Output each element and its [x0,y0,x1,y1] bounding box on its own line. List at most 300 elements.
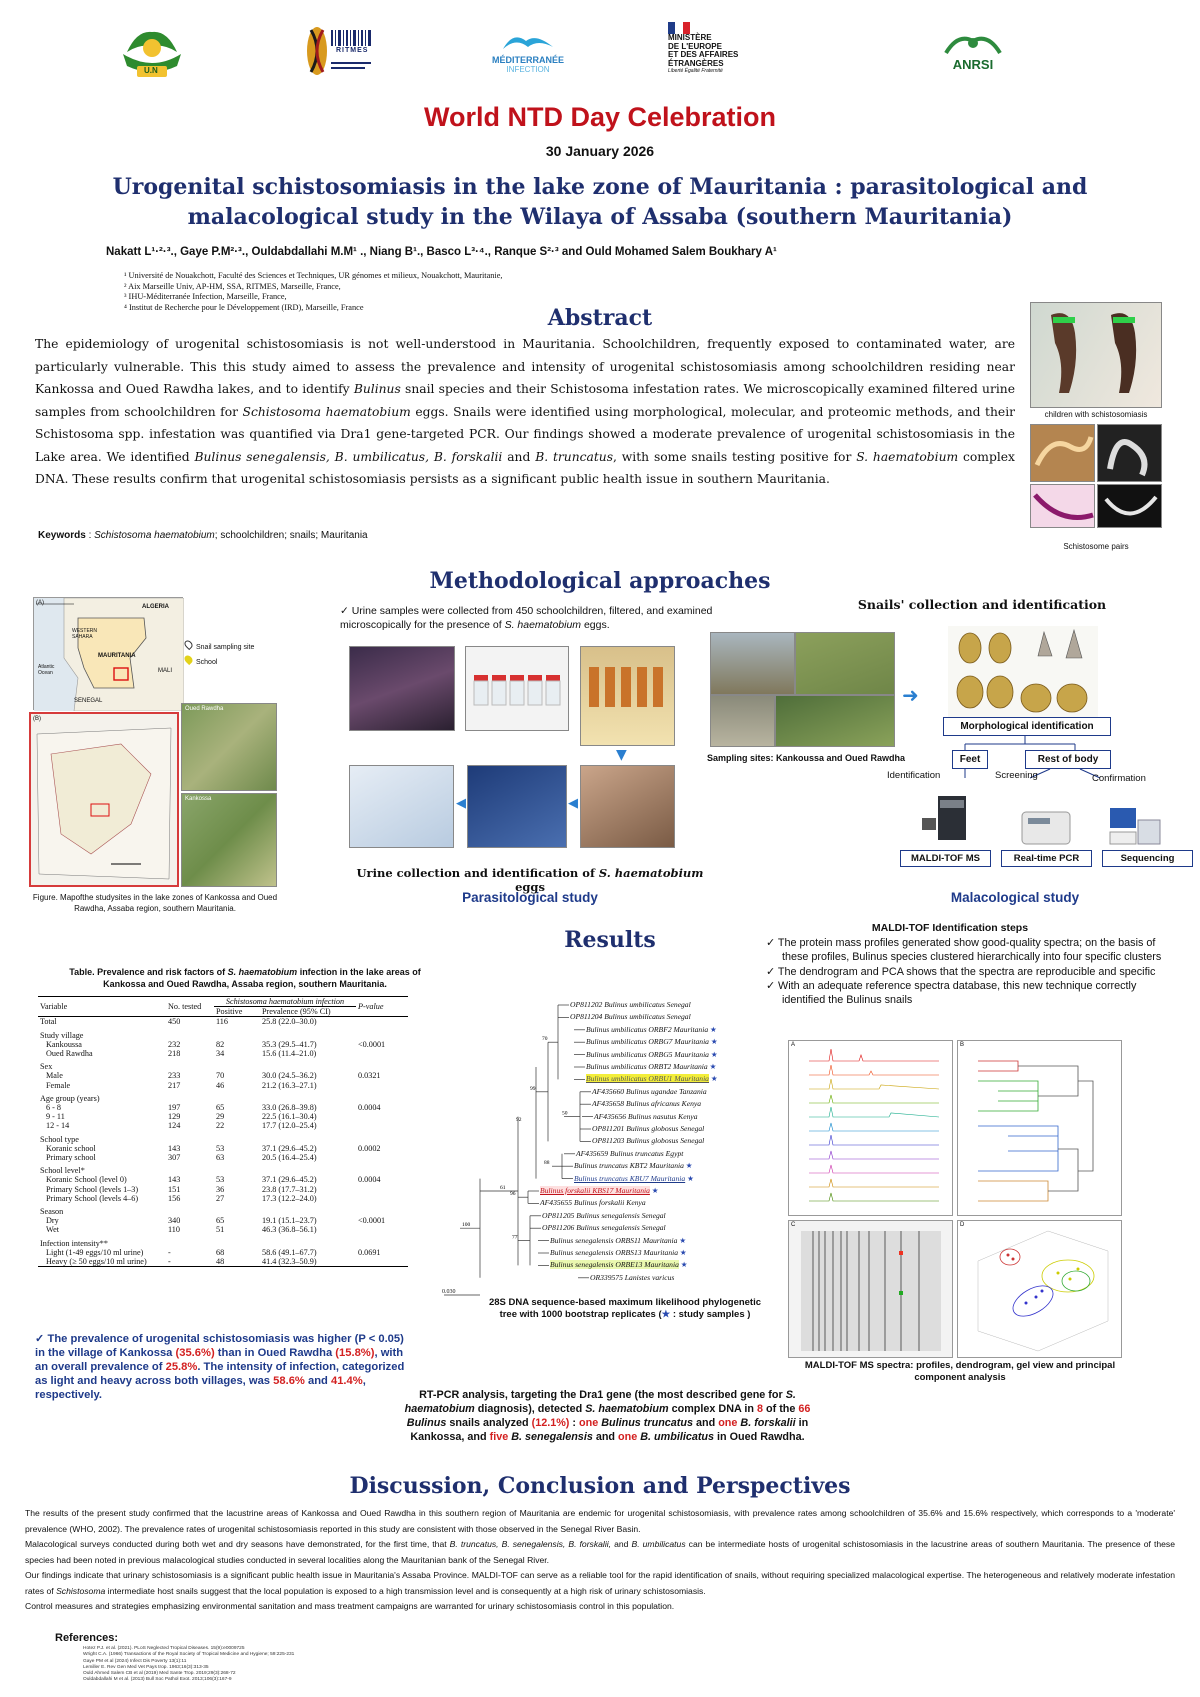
parasitological-label: Parasitological study [462,890,598,905]
tree-caption: 28S DNA sequence-based maximum likelihood phylogenetic tree with 1000 bootstrap replicates (★ : study samples ) [488,1297,762,1320]
tree-leaf: OP811204 Bulinus umbilicatus Senegal [570,1012,691,1022]
table-cell: 48 [214,1257,260,1267]
real-time-pcr-box: Real-time PCR [1001,850,1092,867]
bootstrap-label: 100 [462,1222,471,1229]
map-label-a: (A) [36,600,44,606]
table-cell: 29 [216,1112,225,1122]
discussion-paragraph-3: Our findings indicate that urinary schistosomiasis is a significant public health issue in Mauritania's Assaba Province. MALDI-TOF can serve as a reliable tool for the rapid identification of snails, without requiring specialized malacological expertise. The heterogeneous and relatively moderate infestation rates of Schistosoma intermediate host snails suggest that the local population is exposed to a high transmission level and is consequently at a high risk of urinary schistosomiasis. [25,1570,1175,1596]
tree-leaf: Bulinus forskalii KBS17 Mauritania ★ [540,1186,659,1195]
tree-leaf: AF435655 Bulinus forskalii Kenya [540,1198,646,1208]
ministere-line-4: ÉTRANGÈRES [668,58,724,68]
sampling-caption: Sampling sites: Kankoussa and Oued Rawdha [706,753,906,763]
study-sample-star-icon: ★ [708,1074,718,1084]
col-tested: No. tested [166,997,214,1017]
table-cell: 116 [216,1017,228,1027]
rest-of-body-box: Rest of body [1025,750,1111,769]
table-cell: 129 [168,1112,181,1122]
table-cell: 0.0691 [358,1247,381,1257]
table-cell: 23.8 (17.7–31.2) [262,1184,317,1194]
table-cell: 46.3 (36.8–56.1) [262,1225,317,1235]
tree-leaf: AF435656 Bulinus nasutus Kenya [594,1111,698,1121]
table-cell [214,1090,260,1103]
study-sample-star-icon: ★ [649,1186,659,1195]
table-row [38,1185,408,1194]
map-label-mali: MALI [158,668,173,674]
bootstrap-label: 50 [562,1110,568,1117]
region-map [29,712,179,887]
table-row [38,1121,408,1130]
reference-item: Wright C.A. (1966) Transactions of the Royal Society of Tropical Medicine and Hygiene; 59:225-231 [83,1652,295,1658]
reference-item: Hotez P.J. et al. (2021). PLoS Neglected Tropical Diseases. 15(9):e0009725 [83,1646,245,1651]
table-cell: Female [46,1080,71,1090]
table-cell [356,1027,408,1040]
table-cell [356,1090,408,1103]
study-sample-star-icon: ★ [678,1260,688,1270]
table-group-row [38,1131,408,1144]
table-cell [260,1090,356,1103]
table-row [38,1112,408,1121]
ministere-logo [668,22,778,80]
tree-leaf: OR339575 Lanistes varicus [590,1272,675,1282]
table-cell [356,1058,408,1071]
mediterranee-logo-text: MÉDITERRANÉE [491,54,564,65]
panel-c-label: C [791,1222,796,1228]
table-cell: 82 [216,1039,225,1049]
table-cell [356,1081,408,1090]
paper-title-line-2: malacological study in the Wilaya of Assaba (southern Mauritania) [187,204,1013,230]
abstract-text: The epidemiology of urogenital schistosomiasis is not well-understood in Mauritania. Schoolchildren, frequently exposed to contaminated water, are particularly vulnerable. This this study aimed to assess the prevalence and intensity of urogenital schistosomiasis among schoolchildren residing near Kankossa and Oued Rawdha lakes, and to identify Bulinus snail species and their Schistosoma infestation rates. We microscopically examined filtered urine samples from schoolchildren for Schistosoma haematobium eggs. Snails were identified using morphological, molecular, and proteomic methods, and their Schistosoma spp. infestation was quantified via Dra1 gene-targeted PCR. Our findings showed a moderate prevalence of urogenital schistosomiasis in the Lake area. We identified Bulinus senegalensis, B. umbilicatus, B. forskalii and B. truncatus, with some snails testing positive for S. haematobium complex DNA. These results confirm that urogenital schistosomiasis persists as a significant public health issue in southern Mauritania. [35,337,1016,486]
maldi-gel-panel [788,1220,953,1358]
affiliation: ³ IHU-Méditerranée Infection, Marseille, France, [124,292,287,301]
table-cell [356,1203,408,1216]
table-row [38,1017,408,1027]
photo-site-2 [795,632,895,695]
table-cell: <0.0001 [358,1039,386,1049]
tree-leaf: Bulinus truncatus KBT2 Mauritania ★ [574,1161,693,1171]
table-cell: 233 [168,1071,181,1081]
panel-a-label: A [791,1042,796,1048]
table-cell: 217 [168,1080,181,1090]
map-label-senegal: SENEGAL [74,698,103,704]
table-cell [356,1131,408,1144]
discussion-paragraph-4: Control measures and strategies emphasizing environmental sanitation and mass treatment campaigns are warranted for urinary schistosomiasis control in this population. [25,1601,675,1611]
paper-title-line-1: Urogenital schistosomiasis in the lake zone of Mauritania : parasitological and [112,174,1088,200]
maldi-point: ✓ With an adequate reference spectra database, this new technique correctly identified the Bulinus snails [766,979,1166,1008]
discussion-paragraph-1: The results of the present study confirmed that the lacustrine areas of Kankossa and Oued Rawdha in this southern region of Mauritania are endemic for urogenital schistosomiasis, with prevalence rates among schoolchildren of 35.6% and 15.6% respectively, which corresponds to a 'moderate' prevalence (WHO, 2002). The prevalence rates of urogenital schistosomiasis reported in this study are consistent with those observed in the Senegal River Basin. [25,1508,1175,1534]
results-table-wrap [38,996,408,1267]
photo-filtration [467,765,567,848]
table-cell: Male [46,1071,63,1081]
morphological-box: Morphological identification [943,717,1111,736]
table-cell: 6 - 8 [46,1103,62,1113]
table-cell [356,1257,408,1267]
table-cell [356,1162,408,1175]
mediterranee-logo-sub: INFECTION [506,64,550,74]
un-logo-text: U.N [144,66,158,75]
country-map [33,597,183,710]
map-label-mauritania: MAURITANIA [98,653,136,659]
table-cell: Season [40,1207,64,1217]
bootstrap-label: 99 [530,1085,536,1092]
table-cell [214,1203,260,1216]
discussion-heading: Discussion, Conclusion and Perspectives [349,1473,851,1499]
phylogenetic-tree [440,995,760,1300]
table-cell: 41.4 (32.3–50.9) [260,1257,356,1267]
table-cell [166,1131,214,1144]
confirmation-label: Confirmation [1092,773,1146,784]
table-group-row [38,1162,408,1175]
urine-caption: Urine collection and identification of S. haematobium eggs [356,866,704,894]
table-row [38,1153,408,1162]
table-cell: 70 [216,1071,225,1081]
schistosome-photo-1 [1030,424,1095,482]
table-cell [214,1131,260,1144]
ministere-motto: Liberté Égalité Fraternité [668,68,723,74]
table-cell [356,1225,408,1234]
pcr-instrument-icon [1016,802,1076,848]
methods-heading: Methodological approaches [429,568,771,594]
table-row [38,1257,408,1267]
photo-microscope-lab [349,765,454,848]
arrow-left-icon-2: ◀ [568,796,578,811]
table-cell: 143 [168,1143,181,1153]
study-sample-star-icon: ★ [708,1037,718,1047]
urine-text: ✓ Urine samples were collected from 450 schoolchildren, filtered, and examined microscopically for the presence of S. haematobium eggs. [340,604,720,632]
feet-box: Feet [952,750,988,769]
table-cell: 36 [216,1184,225,1194]
map-label-b: (B) [33,716,41,722]
maldi-caption: MALDI-TOF MS spectra: profiles, dendrogram, gel view and principal component analysis [804,1360,1116,1383]
reference-item: Ouldabdallahi M et al. (2013) Bull Soc Pathol Exot. 2013;106(3):167-9 [83,1677,232,1683]
legend-snail-site: Snail sampling site [196,644,255,651]
snail-site-marker-icon [183,639,194,650]
table-cell: 53 [216,1175,225,1185]
reference-item: Lemiller E. Rev Gen Med Vet Pays trop. 1963;16(3):313-35 [83,1664,209,1670]
study-sample-star-icon: ★ [683,1161,693,1171]
maldi-pca-panel [957,1220,1122,1358]
bootstrap-label: 88 [544,1160,550,1167]
table-row [38,1216,408,1225]
affiliation: ² Aix Marseille Univ, AP-HM, SSA, RITMES, Marseille, France, [124,281,341,291]
table-cell [260,1203,356,1216]
table-cell: - [166,1257,214,1267]
table-cell: 218 [168,1049,181,1059]
table-cell [214,1058,260,1071]
table-row [38,1194,408,1203]
table-cell [260,1058,356,1071]
abstract-heading: Abstract [547,305,653,331]
table-cell: 51 [216,1225,225,1235]
discussion-paragraph-2: Malacological surveys conducted during both wet and dry seasons have demonstrated, for the first time, that B. truncatus, B. senegalensis, B. forskalii, and B. umbilicatus can be intermediate hosts of urogenital schistosomiasis in the lacustrine areas of southern Mauritania. The presence of these species had been noted in previous malacological studies conducted in several localities along the Mauritanian bank of the Senegal River. [25,1539,1175,1565]
study-sample-star-icon: ★ [707,1062,717,1071]
results-heading: Results [564,927,656,953]
bootstrap-label: 92 [516,1116,522,1123]
table-cell: 34 [216,1049,225,1059]
tree-leaf: Bulinus umbilicatus ORBU1 Mauritania ★ [586,1074,718,1084]
tree-scale-label: 0.030 [442,1289,456,1295]
table-cell: 37.1 (29.6–45.2) [262,1143,317,1153]
tree-leaf: Bulinus umbilicatus ORBT2 Mauritania ★ [586,1062,717,1071]
table-cell: 25.8 (22.0–30.0) [262,1017,317,1027]
table-cell: 0.0004 [358,1175,381,1185]
col-group: Schistosoma haematobium infection [214,997,356,1007]
results-table [38,996,408,1267]
sequencer-icon [1104,802,1164,848]
study-sample-star-icon: ★ [708,1024,717,1034]
photo-site-3 [710,695,775,747]
photo-site-1 [710,632,795,695]
ministere-line-2: DE L'EUROPE [668,41,722,51]
references-list [83,1646,294,1684]
anrsi-logo-text: ANRSI [952,56,994,72]
bootstrap-label: 70 [542,1036,548,1043]
sequencing-box: Sequencing [1102,850,1193,867]
table-cell: 156 [168,1193,181,1203]
table-cell [356,1235,408,1248]
table-cell: School type [40,1134,79,1144]
table-cell: 450 [168,1017,181,1027]
tree-leaf: Bulinus senegalensis ORBE13 Mauritania ★ [550,1260,688,1270]
tree-leaf: Bulinus truncatus KBU7 Mauritania ★ [574,1173,694,1183]
table-cell [356,1017,408,1027]
maldi-tof-box: MALDI-TOF MS [900,850,991,867]
event-date: 30 January 2026 [545,143,655,159]
tree-leaf: Bulinus senegalensis ORBS11 Mauritania ★ [550,1235,687,1245]
table-cell: 307 [168,1153,181,1163]
table-cell: 21.2 (16.3–27.1) [262,1080,317,1090]
col-positive: Positive [214,1007,260,1017]
table-cell: Primary school [46,1153,96,1163]
table-cell: Heavy (≥ 50 eggs/10 ml urine) [38,1257,166,1267]
schistosome-photo-2 [1097,424,1162,482]
col-variable: Variable [38,997,166,1017]
satellite-kankossa [181,793,277,887]
tree-leaf: OP811201 Bulinus globosus Senegal [592,1124,705,1133]
study-sample-star-icon: ★ [677,1235,687,1245]
table-cell: 124 [168,1121,181,1131]
snail-shells-photo [948,626,1098,722]
map-caption: Figure. Mapofthe studysites in the lake zones of Kankossa and Oued Rawdha, Assaba region, southern Mauritania. [32,893,278,913]
col-prevalence: Prevalence (95% CI) [260,1007,356,1017]
bootstrap-label: 96 [510,1191,516,1198]
tree-leaf: AF435659 Bulinus truncatus Egypt [576,1148,684,1158]
affiliations [124,271,502,313]
table-row [38,1175,408,1184]
table-cell [356,1112,408,1121]
col-pvalue: P-value [356,997,408,1017]
table-cell [356,1121,408,1130]
table-cell: Koranic School (level 0) [46,1175,127,1185]
table-cell: Study village [40,1030,84,1040]
table-row [38,1071,408,1080]
table-cell: Kankoussa [46,1039,82,1049]
table-group-row [38,1235,408,1248]
table-cell: 22.5 (16.1–30.4) [262,1112,317,1122]
table-cell: Wet [46,1225,59,1235]
table-cell: 151 [168,1184,181,1194]
table-row [38,1049,408,1058]
table-cell: Primary School (levels 1–3) [46,1184,139,1194]
table-cell: <0.0001 [358,1216,386,1226]
table-cell: Sex [40,1062,53,1072]
table-cell: 9 - 11 [46,1112,65,1122]
table-cell: 37.1 (29.6–45.2) [262,1175,317,1185]
table-group-row [38,1058,408,1071]
table-cell [166,1058,214,1071]
table-row [38,1144,408,1153]
table-cell: 22 [216,1121,225,1131]
maldi-dendrogram-panel [957,1040,1122,1216]
mediterranee-logo [478,22,578,80]
table-cell: Oued Rawdha [46,1049,93,1059]
table-cell: School level* [40,1166,85,1176]
table-cell: Primary School (levels 4–6) [46,1193,139,1203]
table-cell: 68 [216,1247,225,1257]
schistosome-photo-4 [1097,484,1162,528]
study-sample-star-icon: ★ [685,1173,694,1183]
table-cell [260,1131,356,1144]
table-group-row [38,1090,408,1103]
ministere-line-3: ET DES AFFAIRES [668,50,739,59]
table-cell [166,1203,214,1216]
table-cell: 12 - 14 [46,1121,70,1131]
ritmes-logo-text: RITMES [336,47,369,54]
tree-leaf: OP811205 Bulinus senegalensis Senegal [542,1210,666,1220]
event-title: World NTD Day Celebration [423,102,777,132]
tree-leaf: Bulinus umbilicatus ORBF2 Mauritania ★ [586,1024,717,1034]
table-cell: 19.1 (15.1–23.7) [262,1216,317,1226]
table-cell: 35.3 (29.5–41.7) [262,1039,317,1049]
table-cell [166,1027,214,1040]
table-cell [214,1027,260,1040]
table-cell: 65 [216,1103,225,1113]
photo-site-4 [775,695,895,747]
table-cell [260,1235,356,1248]
table-cell: 63 [216,1153,225,1163]
identification-label: Identification [887,770,941,781]
table-row [38,1040,408,1049]
maldi-heading: MALDI-TOF Identification steps [871,922,1029,934]
affiliation: ⁴ Institut de Recherche pour le Développement (IRD), Marseille, France [124,302,364,312]
school-marker-icon [183,654,194,665]
table-group-row [38,1203,408,1216]
table-cell: 0.0004 [358,1103,381,1113]
table-cell: 20.5 (16.4–25.4) [262,1153,317,1163]
maldi-point: ✓ The dendrogram and PCA shows that the spectra are reproducible and specific [766,965,1166,979]
arrow-left-icon-1: ◀ [456,796,466,811]
table-cell: Light (1-49 eggs/10 ml urine) [46,1247,144,1257]
children-caption: children with schistosomiasis [1044,410,1148,419]
paper-authors: Nakatt L¹·²·³., Gaye P.M²·³., Ouldabdallahi M.M¹ ., Niang B¹., Basco L³·⁴., Ranque S²·³ and Ould Mohamed Salem Boukhary A¹ [106,246,777,258]
panel-b-label: B [960,1042,965,1048]
prevalence-summary: ✓ The prevalence of urogenital schistosomiasis was higher (P < 0.05) in the village of Kankossa (35.6%) than in Oued Rawdha (15.8%), with an overall prevalence of 25.8%. The intensity of infection, categorized as light and heavy across both villages, was 58.6% and 41.4%, respectively. [35,1332,405,1402]
reference-item: Gaye PM et al (2024) Infect Dis Poverty 13(1):11 [83,1658,187,1664]
table-cell: 197 [168,1103,181,1113]
schistosome-caption: Schistosome pairs [1063,542,1129,551]
ritmes-logo [300,22,380,80]
table-cell: 0.0002 [358,1143,381,1153]
table-row [38,1081,408,1090]
tree-leaf: Bulinus umbilicatus ORBG5 Mauritania ★ [586,1049,718,1059]
table-cell: Dry [46,1216,59,1226]
keywords: Keywords : Schistosoma haematobium; schoolchildren; snails; Mauritania [38,530,368,541]
arrow-down-icon: ▼ [616,747,627,763]
satellite-label-kankossa: Kankossa [185,796,212,802]
maldi-instrument-icon [918,792,986,846]
table-cell: Koranic school [46,1143,96,1153]
table-title: Table. Prevalence and risk factors of S. haematobium infection in the lake areas of Kankossa and Oued Rawdha, Assaba region, southern Mauritania. [69,967,421,989]
map-label-western-sahara: WESTERN SAHARA [72,628,97,640]
photo-urine-collection [349,646,455,731]
panel-d-label: D [960,1222,965,1228]
ministere-line-1: MINISTÈRE [668,33,712,42]
bootstrap-label: 77 [512,1234,518,1241]
table-cell: 232 [168,1039,181,1049]
table-cell: 0.0321 [358,1071,381,1081]
malacological-label: Malacological study [950,890,1080,905]
study-sample-star-icon: ★ [678,1248,687,1257]
table-cell: 65 [216,1216,225,1226]
tree-leaf: AF435658 Bulinus africanus Kenya [592,1099,702,1109]
schistosome-photo-3 [1030,484,1095,528]
paper-title [0,172,1200,232]
table-cell: Age group (years) [40,1093,100,1103]
maldi-points [766,936,1166,1007]
table-cell: 33.0 (26.8–39.8) [262,1103,317,1113]
legend-school: School [196,659,218,666]
table-cell: 110 [168,1225,180,1235]
table-cell: Total [40,1017,57,1027]
table-cell [166,1162,214,1175]
table-cell [166,1235,214,1248]
table-cell: 27 [216,1193,225,1203]
table-cell [356,1194,408,1203]
table-cell: 53 [216,1143,225,1153]
table-cell [214,1162,260,1175]
table-cell: 340 [168,1216,181,1226]
tree-leaf: OP811206 Bulinus senegalensis Senegal [542,1223,666,1233]
satellite-oued-rawdha [181,703,277,791]
discussion-text [25,1506,1175,1615]
tree-leaf: OP811202 Bulinus umbilicatus Senegal [570,1000,691,1009]
map-label-atlantic: Atlantic Ocean [38,664,55,676]
bootstrap-label: 61 [500,1185,506,1191]
photo-urine-tubes [580,646,675,746]
table-cell: 30.0 (24.5–36.2) [262,1071,317,1081]
table-group-row [38,1027,408,1040]
table-cell: 143 [168,1175,181,1185]
snails-heading: Snails' collection and identification [857,597,1107,612]
affiliation: ¹ Université de Nouakchott, Faculté des Sciences et Techniques, UR génomes et milieux, Nouakchott, Mauritanie, [124,271,503,280]
table-cell [356,1153,408,1162]
screening-label: Screening [995,770,1038,781]
tree-leaf: AF435660 Bulinus ugandae Tanzania [592,1086,707,1096]
photo-syringe [580,765,675,848]
table-cell: 15.6 (11.4–21.0) [262,1049,317,1059]
table-row [38,1225,408,1234]
table-cell [356,1049,408,1058]
satellite-label-oued: Oued Rawdha [185,706,224,712]
tree-leaf: Bulinus senegalensis ORBS13 Mauritania ★ [550,1248,687,1257]
anrsi-logo [928,22,1018,80]
map-legend [185,640,254,666]
study-sample-star-icon: ★ [708,1049,718,1059]
map-label-algeria: ALGERIA [142,604,169,610]
tree-leaf: Bulinus umbilicatus ORBG7 Mauritania ★ [586,1037,718,1047]
rtpcr-summary: RT-PCR analysis, targeting the Dra1 gene (the most described gene for S. haematobium diagnosis), detected S. haematobium complex DNA in 8 of the 66 Bulinus snails analyzed (12.1%) : one Bulinus truncatus and one B. forskalii in Kankossa, and five B. senegalensis and one B. umbilicatus in Oued Rawdha. [404,1389,811,1443]
table-cell: 17.7 (12.0–25.4) [262,1121,317,1131]
table-cell [166,1090,214,1103]
